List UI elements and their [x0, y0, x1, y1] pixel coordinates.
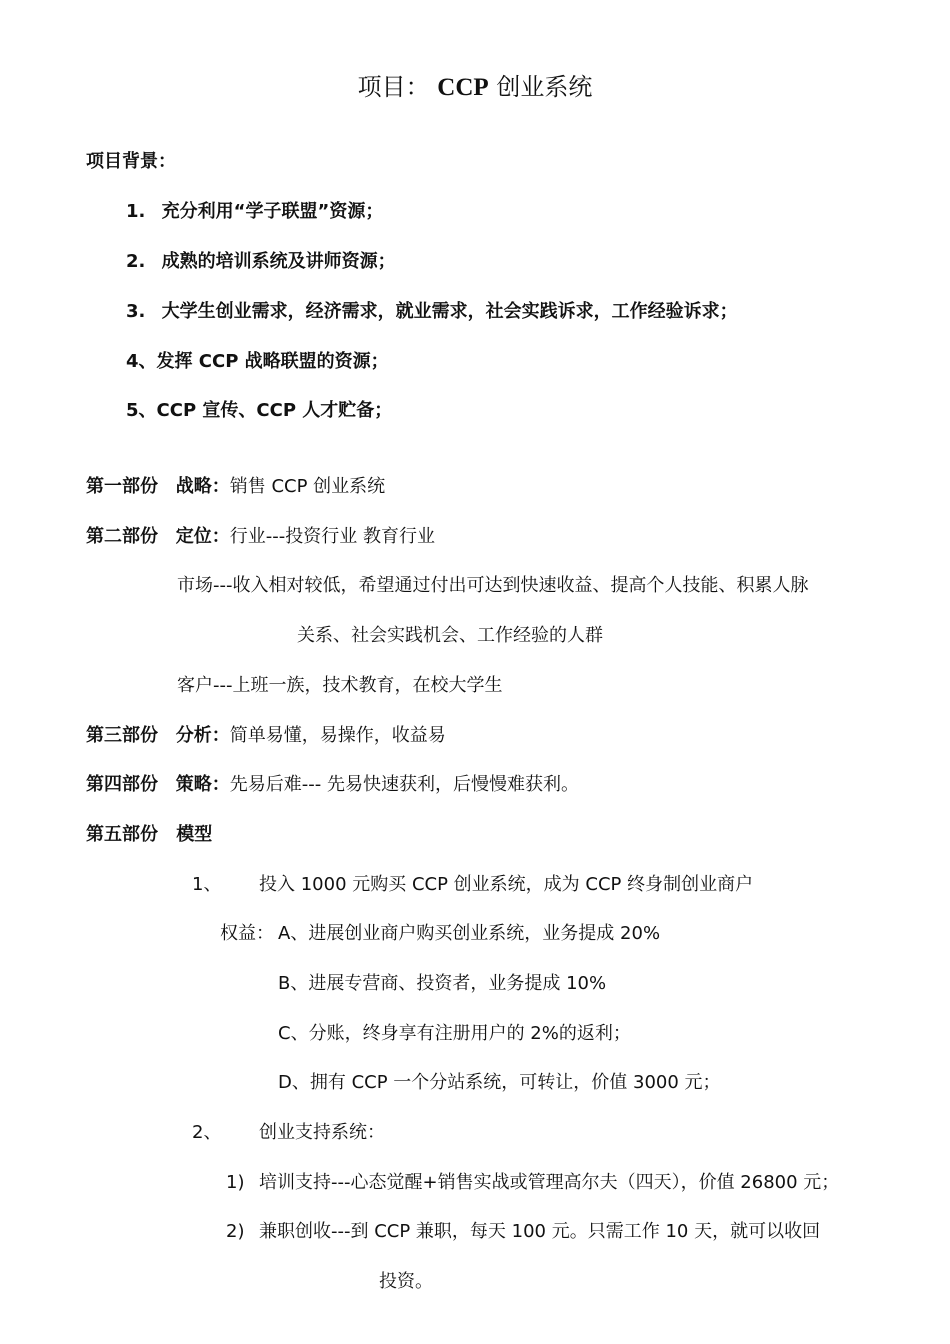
title-prefix: 项目：: [357, 73, 430, 101]
rights-item-a: A、进展创业商户购买创业系统，业务提成 20%: [278, 923, 661, 944]
part-label: 第五部份: [86, 824, 158, 845]
background-item-1: [126, 199, 383, 225]
part-key: 模型: [176, 824, 213, 845]
model-item-1-number: 1、: [192, 874, 222, 895]
part-1: [86, 474, 385, 500]
item-number: 2.: [126, 251, 146, 272]
part-key: 分析：: [175, 725, 230, 746]
part-value: 销售 CCP 创业系统: [229, 476, 386, 497]
support-item-1-text: 培训支持---心态觉醒+销售实战或管理高尔夫（四天），价值 26800 元；: [259, 1172, 840, 1193]
page-title: [0, 70, 950, 105]
rights-item-c: C、分账，终身享有注册用户的 2%的返利；: [278, 1023, 631, 1044]
item-text: 大学生创业需求，经济需求，就业需求，社会实践诉求，工作经验诉求；: [161, 301, 738, 322]
customer-line: 客户---上班一族，技术教育，在校大学生: [177, 675, 503, 696]
part-key: 定位：: [175, 526, 230, 547]
item-text: 充分利用“学子联盟”资源；: [161, 201, 384, 222]
support-item-2-continuation: 投资。: [379, 1271, 433, 1292]
part-key: 策略：: [175, 774, 230, 795]
item-number: 1.: [126, 201, 146, 222]
part-value: 先易后难--- 先易快速获利，后慢慢难获利。: [229, 774, 579, 795]
background-heading: 项目背景：: [86, 151, 176, 172]
support-item-2-text: 兼职创收---到 CCP 兼职，每天 100 元。只需工作 10 天，就可以收回: [259, 1221, 821, 1242]
background-item-3: [126, 299, 738, 325]
model-item-1-text: 投入 1000 元购买 CCP 创业系统，成为 CCP 终身制创业商户: [259, 874, 754, 895]
title-ccp: CCP: [437, 74, 489, 101]
part-value: 行业---投资行业 教育行业: [229, 526, 435, 547]
support-item-1-number: 1): [226, 1172, 245, 1193]
rights-item-d: D、拥有 CCP 一个分站系统，可转让，价值 3000 元；: [278, 1072, 721, 1093]
part-value: 简单易懂，易操作，收益易: [229, 725, 446, 746]
part-key: 战略：: [175, 476, 230, 497]
part-2: [86, 524, 435, 550]
part-label: 第一部份: [86, 476, 158, 497]
model-item-2-number: 2、: [192, 1122, 222, 1143]
part-3: [86, 723, 446, 749]
part-4: [86, 772, 579, 798]
item-number: 3.: [126, 301, 146, 322]
part-label: 第三部份: [86, 725, 158, 746]
background-item-5: 5、CCP 宣传、CCP 人才贮备；: [126, 400, 393, 421]
rights-item-b: B、进展专营商、投资者，业务提成 10%: [278, 973, 607, 994]
part-5: [86, 822, 212, 848]
market-line-2: 关系、社会实践机会、工作经验的人群: [297, 625, 603, 646]
background-item-2: [126, 249, 396, 275]
item-text: 成熟的培训系统及讲师资源；: [161, 251, 396, 272]
background-item-4: 4、发挥 CCP 战略联盟的资源；: [126, 351, 389, 372]
part-label: 第二部份: [86, 526, 158, 547]
part-label: 第四部份: [86, 774, 158, 795]
title-suffix: 创业系统: [496, 73, 593, 101]
support-item-2-number: 2): [226, 1221, 245, 1242]
rights-label: 权益：: [220, 923, 274, 944]
model-item-2-text: 创业支持系统：: [259, 1122, 385, 1143]
market-line-1: 市场---收入相对较低，希望通过付出可达到快速收益、提高个人技能、积累人脉: [177, 575, 809, 596]
